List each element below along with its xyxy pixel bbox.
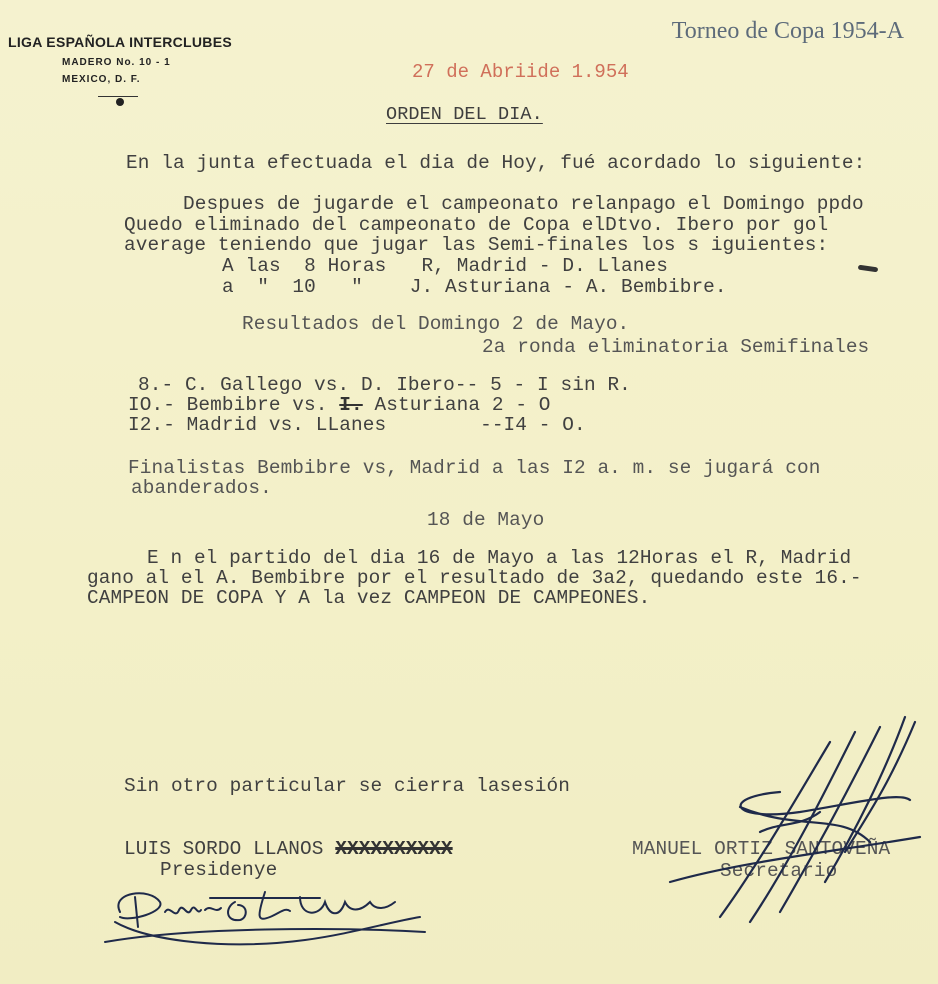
document-date: 27 de Abriide 1.954 (412, 61, 629, 83)
letterhead-org: LIGA ESPAÑOLA INTERCLUBES (8, 34, 232, 50)
secretary-title: Secretario (720, 860, 838, 882)
president-name: LUIS SORDO LLANOS (124, 838, 324, 860)
letterhead-mark (116, 98, 124, 106)
schedule-line1: A las 8 Horas R, Madrid - D. Llanes (222, 255, 668, 277)
match-line3: CAMPEON DE COPA Y A la vez CAMPEON DE CAMPEONES. (87, 587, 651, 609)
paragraph1-line3: average teniendo que jugar las Semi-finales los s iguientes: (124, 234, 829, 256)
struck-out-text: XXXXXXXXXX (335, 838, 453, 860)
results-subtitle: 2a ronda eliminatoria Semifinales (482, 336, 870, 358)
secretary-name: MANUEL ORTIZ SANTOVEÑA (632, 838, 891, 860)
result-row-2 (128, 394, 551, 416)
schedule-line2: a " 10 " J. Asturiana - A. Bembibre. (222, 276, 727, 298)
paragraph1-line1: Despues de jugarde el campeonato relanpago el Domingo ppdo (183, 193, 864, 215)
result-row-1: 8.- C. Gallego vs. D. Ibero-- 5 - I sin R. (138, 374, 631, 396)
closing-line: Sin otro particular se cierra lasesión (124, 775, 570, 797)
finalists-line1: Finalistas Bembibre vs, Madrid a las I2 a. m. se jugará con (128, 457, 821, 479)
match-line2: gano al el A. Bembibre por el resultado de 3a2, quedando este 16.- (87, 567, 862, 589)
archive-caption: Torneo de Copa 1954-A (671, 18, 904, 44)
intro-line: En la junta efectuada el dia de Hoy, fué acordado lo siguiente: (126, 152, 866, 174)
results-title: Resultados del Domingo 2 de Mayo. (242, 313, 630, 335)
president-title: Presidenye (160, 859, 278, 881)
result-row-2-end: Asturiana 2 - O (362, 394, 551, 416)
letterhead-rule (98, 96, 138, 97)
secretary-signature (640, 712, 930, 937)
second-date: 18 de Mayo (427, 509, 545, 531)
letterhead-address-line1: MADERO No. 10 - 1 (62, 57, 171, 68)
president-signature (90, 872, 450, 952)
match-line1: E n el partido del dia 16 de Mayo a las 12Horas el R, Madrid (147, 547, 852, 569)
result-row-2-start: IO.- Bembibre vs. (128, 394, 340, 416)
letterhead-address-line2: MEXICO, D. F. (62, 74, 141, 85)
paragraph1-line2: Quedo eliminado del campeonato de Copa elDtvo. Ibero por gol (124, 214, 829, 236)
document-heading: ORDEN DEL DIA. (386, 104, 543, 125)
struck-initial: I. (339, 394, 363, 416)
finalists-line2: abanderados. (131, 477, 272, 499)
president-name-line (124, 838, 453, 860)
result-row-3: I2.- Madrid vs. LLanes --I4 - O. (128, 414, 586, 436)
